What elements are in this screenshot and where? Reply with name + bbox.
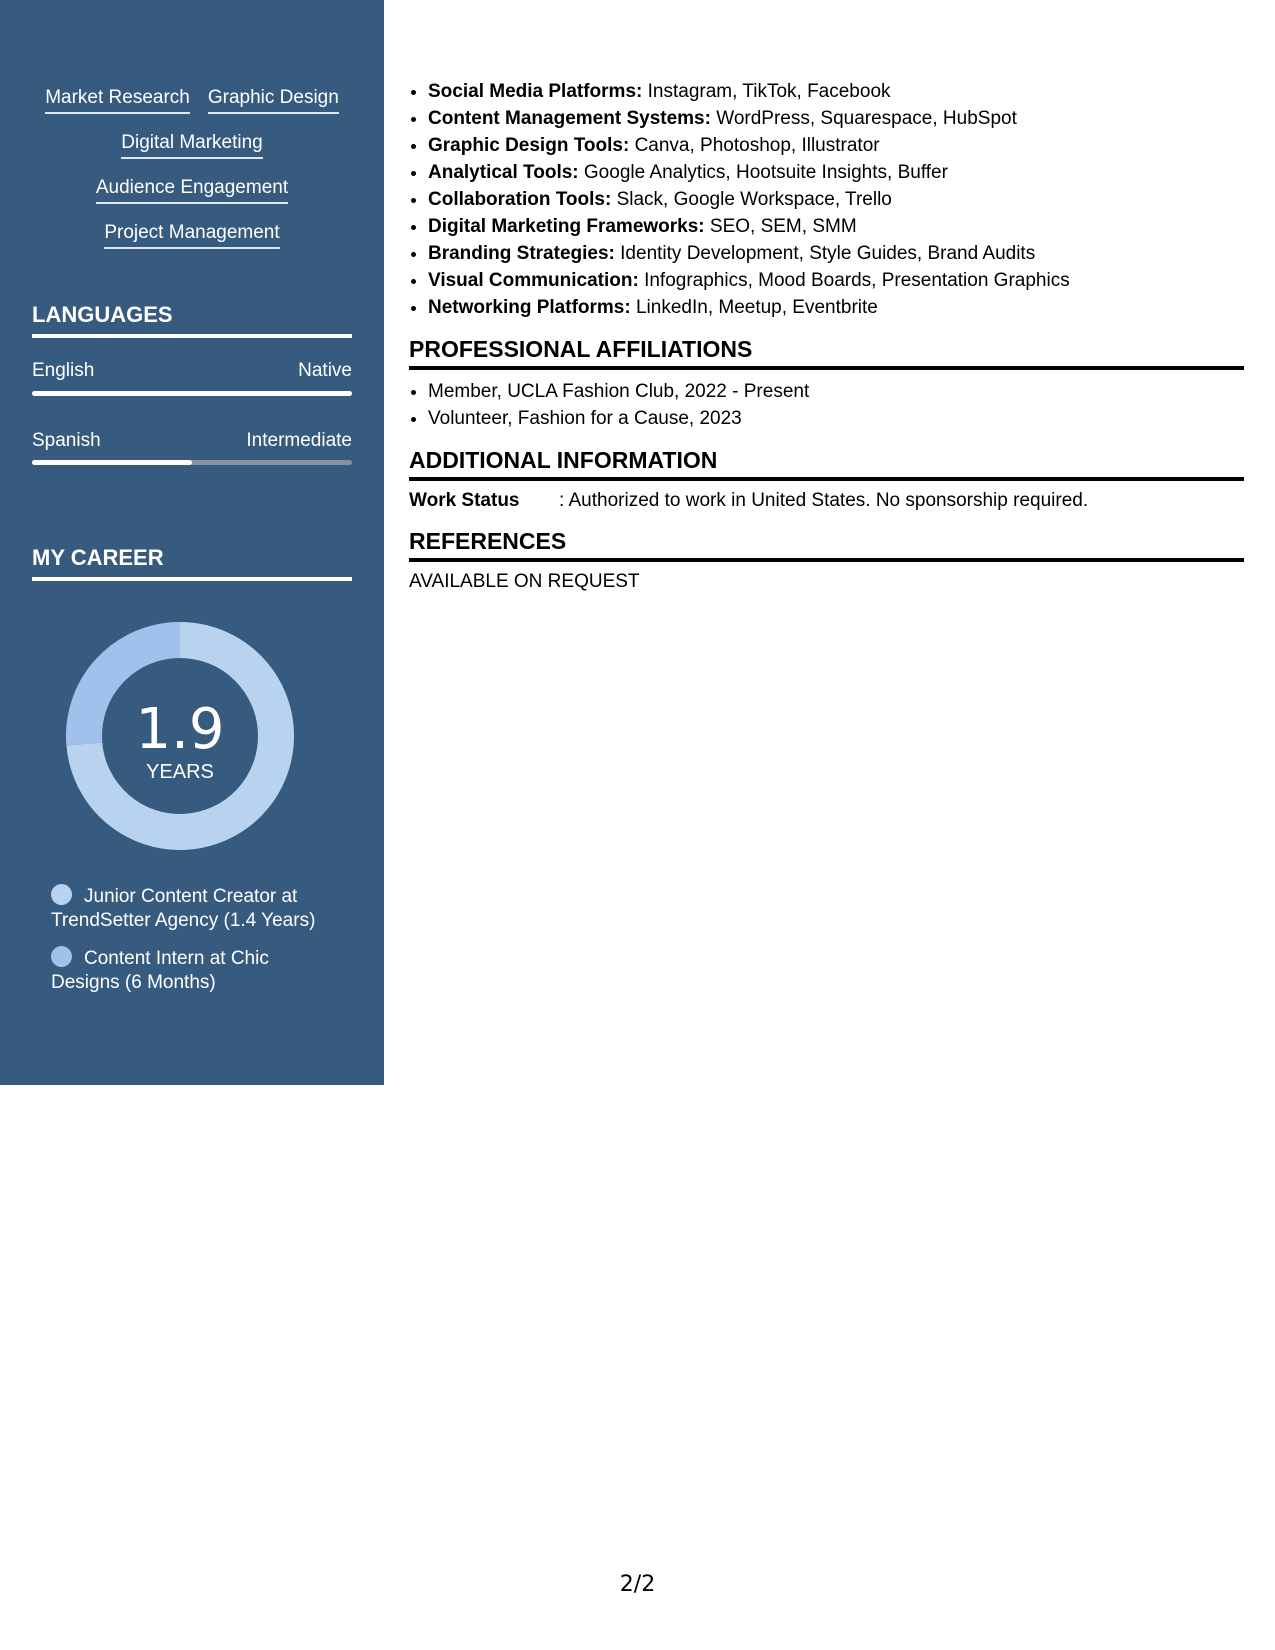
item-label: Digital Marketing Frameworks: [428,216,705,237]
skill-row [20,86,364,131]
affiliation-item: • Member, UCLA Fashion Club, 2022 - Present [428,378,1244,405]
career-item-label: Junior Content Creator at TrendSetter Agency (1.4 Years) [51,886,316,931]
skills-list-item [428,78,1244,105]
references-heading: REFERENCES [409,527,1244,562]
item-label: Graphic Design Tools: [428,135,630,156]
career-item-label: Content Intern at Chic Designs (6 Months) [51,948,269,993]
career-legend-item [51,884,331,933]
language-level: Intermediate [246,430,352,451]
skills-list-item [428,159,1244,186]
item-label: Social Media Platforms: [428,81,643,102]
skill-row [20,131,364,176]
item-label: Content Management Systems: [428,108,711,129]
language-row-english [32,360,352,382]
item-value: Google Analytics, Hootsuite Insights, Buffer [583,162,948,183]
skill-tag: Market Research [45,86,190,114]
item-label: Visual Communication: [428,270,639,291]
item-value: Instagram, TikTok, Facebook [647,81,891,102]
career-total-unit: YEARS [146,761,214,783]
affiliations-heading: PROFESSIONAL AFFILIATIONS [409,335,1244,370]
item-label: Collaboration Tools: [428,189,612,210]
skills-list-item [428,132,1244,159]
legend-dot-icon [51,946,72,967]
item-label: Analytical Tools: [428,162,579,183]
language-name: English [32,360,95,381]
main-content [409,78,1244,594]
item-value: Slack, Google Workspace, Trello [616,189,892,210]
sidebar [0,0,384,1085]
skill-tag: Audience Engagement [96,176,288,204]
language-bar-fill [32,460,192,465]
work-status-value: : Authorized to work in United States. No sponsorship required. [559,490,1089,511]
career-total-value: 1.9 [135,697,225,762]
skills-list-item [428,105,1244,132]
skill-row [20,221,364,266]
work-status-label: Work Status [409,490,520,511]
language-name: Spanish [32,430,101,451]
career-legend-item [51,946,331,995]
language-bar-fill [32,391,352,396]
career-heading: MY CAREER [32,545,352,581]
additional-info-heading: ADDITIONAL INFORMATION [409,446,1244,481]
affiliation-item: • Volunteer, Fashion for a Cause, 2023 [428,405,1244,432]
languages-heading: LANGUAGES [32,302,352,338]
page-number: 2/2 [619,1572,656,1597]
item-label: Networking Platforms: [428,297,631,318]
skills-list-item [428,240,1244,267]
legend-dot-icon [51,884,72,905]
skills-list [409,78,1244,321]
work-status-row [409,489,1244,513]
skills-list-item [428,267,1244,294]
career-donut-chart [66,622,294,850]
skills-list-item [428,213,1244,240]
language-bar-english [32,391,352,396]
language-level: Native [298,360,352,381]
item-value: LinkedIn, Meetup, Eventbrite [635,297,878,318]
item-value: Canva, Photoshop, Illustrator [634,135,880,156]
skill-tag: Digital Marketing [121,131,263,159]
references-text: AVAILABLE ON REQUEST [409,571,640,592]
item-label: Branding Strategies: [428,243,615,264]
item-value: Infographics, Mood Boards, Presentation Graphics [644,270,1070,291]
skill-tag: Project Management [104,221,279,249]
language-row-spanish [32,430,352,452]
item-value: SEO, SEM, SMM [709,216,857,237]
language-bar-spanish [32,460,352,465]
affiliations-list [409,378,1244,432]
item-value: Identity Development, Style Guides, Brand Audits [620,243,1036,264]
skills-tags [20,86,364,266]
skills-list-item [428,294,1244,321]
item-value: WordPress, Squarespace, HubSpot [716,108,1017,129]
skills-list-item [428,186,1244,213]
skill-tag: Graphic Design [208,86,339,114]
skill-row [20,176,364,221]
